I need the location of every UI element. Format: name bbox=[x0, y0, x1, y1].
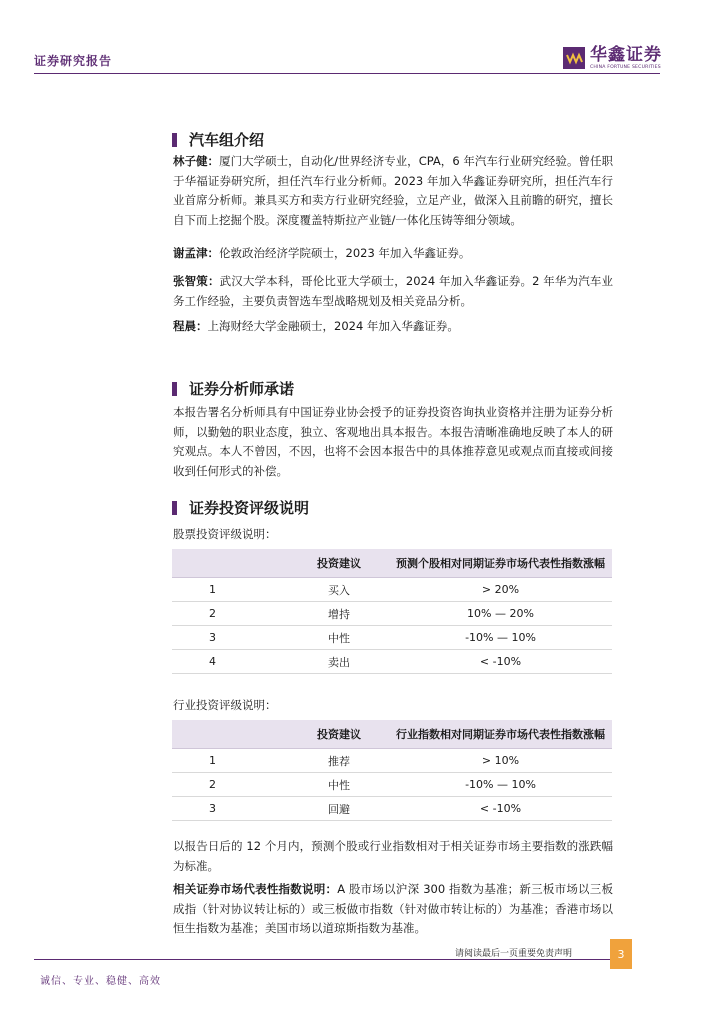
index-explanation bbox=[173, 880, 613, 939]
table-cell: 增持 bbox=[289, 602, 389, 626]
table-cell: 回避 bbox=[289, 797, 389, 821]
table-cell: < -10% bbox=[389, 797, 612, 821]
table-cell: 买入 bbox=[289, 578, 389, 602]
member-bio bbox=[173, 152, 613, 230]
industry-rating-table bbox=[172, 720, 612, 821]
section-marker bbox=[172, 382, 177, 396]
logo-text-cn: 华鑫证券 bbox=[590, 45, 662, 65]
logo-text-en: CHINA FORTUNE SECURITIES bbox=[590, 65, 661, 70]
table-cell: 卖出 bbox=[289, 650, 389, 674]
section-heading-text: 证券投资评级说明 bbox=[189, 499, 310, 517]
table-header-cell bbox=[172, 549, 289, 578]
member-desc: 伦敦政治经济学院硕士，2023 年加入华鑫证券。 bbox=[219, 246, 471, 260]
table-cell: > 20% bbox=[389, 578, 612, 602]
member-bio bbox=[173, 272, 613, 311]
section-heading-rating bbox=[172, 497, 309, 518]
table-header-row bbox=[172, 549, 612, 578]
member-name: 程晨： bbox=[173, 319, 208, 333]
table-header-cell: 预测个股相对同期证券市场代表性指数涨幅 bbox=[389, 549, 612, 578]
index-explanation-text: A 股市场以沪深 300 指数为基准；新三板市场以三板成指（针对协议转让标的）或三板做市指数（针对做市转让标的）为基准；香港市场以恒生指数为基准；美国市场以道琼斯指数为基准。 bbox=[173, 882, 614, 935]
member-desc: 厦门大学硕士，自动化/世界经济专业，CPA，6 年汽车行业研究经验。曾任职于华福证券研究所，担任汽车行业分析师。2023 年加入华鑫证券研究所，担任汽车行业首席分析师。兼具买方和卖方行业研究经验，立足产业，做深入且前瞻的研究，擅长自下而上挖掘个股。深度覆盖特斯拉产业链/一体化压铸等细分领域。 bbox=[173, 154, 613, 227]
report-type-title: 证券研究报告 bbox=[34, 54, 113, 68]
table-row bbox=[172, 797, 612, 821]
index-explanation-label: 相关证券市场代表性指数说明： bbox=[173, 882, 338, 896]
table-cell: < -10% bbox=[389, 650, 612, 674]
table-row bbox=[172, 578, 612, 602]
section-heading-text: 证券分析师承诺 bbox=[189, 380, 295, 398]
table-cell: 4 bbox=[172, 650, 289, 674]
rating-period-note: 以报告日后的 12 个月内，预测个股或行业指数相对于相关证券市场主要指数的涨跌幅为标准。 bbox=[173, 839, 613, 873]
table-cell: -10% — 10% bbox=[389, 626, 612, 650]
table-cell: 10% — 20% bbox=[389, 602, 612, 626]
table-cell: 2 bbox=[172, 602, 289, 626]
footer-divider bbox=[34, 959, 612, 960]
logo-icon bbox=[563, 47, 585, 69]
table-cell: 3 bbox=[172, 626, 289, 650]
table-cell: 中性 bbox=[289, 773, 389, 797]
member-desc: 武汉大学本科，哥伦比亚大学硕士，2024 年加入华鑫证券。2 年华为汽车业务工作经验，主要负责智选车型战略规划及相关竞品分析。 bbox=[173, 274, 614, 308]
section-marker bbox=[172, 501, 177, 515]
table-header-cell: 投资建议 bbox=[289, 549, 389, 578]
table-header-cell: 投资建议 bbox=[289, 720, 389, 749]
company-logo bbox=[563, 46, 662, 70]
member-name: 林子健： bbox=[173, 154, 220, 168]
commitment-text: 本报告署名分析师具有中国证券业协会授予的证券投资咨询执业资格并注册为证券分析师，以勤勉的职业态度，独立、客观地出具本报告。本报告清晰准确地反映了本人的研究观点。本人不曾因，不因，也将不会因本报告中的具体推荐意见或观点而直接或间接收到任何形式的补偿。 bbox=[173, 405, 613, 478]
table-cell: 1 bbox=[172, 578, 289, 602]
table-header-cell bbox=[172, 720, 289, 749]
section-marker bbox=[172, 133, 177, 147]
table-cell: 中性 bbox=[289, 626, 389, 650]
stock-rating-table bbox=[172, 549, 612, 674]
header-divider bbox=[34, 73, 660, 74]
member-bio bbox=[173, 317, 613, 337]
member-desc: 上海财经大学金融硕士，2024 年加入华鑫证券。 bbox=[207, 319, 459, 333]
table-cell: 推荐 bbox=[289, 749, 389, 773]
table-cell: 2 bbox=[172, 773, 289, 797]
table-cell: > 10% bbox=[389, 749, 612, 773]
member-name: 谢孟津： bbox=[173, 246, 219, 260]
table-row bbox=[172, 650, 612, 674]
table-cell: 1 bbox=[172, 749, 289, 773]
table-row bbox=[172, 749, 612, 773]
table-header-cell: 行业指数相对同期证券市场代表性指数涨幅 bbox=[389, 720, 612, 749]
disclaimer-note: 请阅读最后一页重要免责声明 bbox=[455, 949, 573, 959]
section-heading-team bbox=[172, 129, 264, 150]
table-row bbox=[172, 626, 612, 650]
section-heading-text: 汽车组介绍 bbox=[189, 131, 265, 149]
section-heading-commitment bbox=[172, 378, 294, 399]
table-cell: -10% — 10% bbox=[389, 773, 612, 797]
table-row bbox=[172, 602, 612, 626]
page-number: 3 bbox=[610, 939, 632, 969]
table-header-row bbox=[172, 720, 612, 749]
stock-rating-label: 股票投资评级说明： bbox=[173, 527, 277, 541]
table-cell: 3 bbox=[172, 797, 289, 821]
member-bio bbox=[173, 244, 613, 264]
company-slogan: 诚信、专业、稳健、高效 bbox=[40, 976, 161, 987]
member-name: 张智策： bbox=[173, 274, 220, 288]
table-row bbox=[172, 773, 612, 797]
industry-rating-label: 行业投资评级说明： bbox=[173, 698, 277, 712]
